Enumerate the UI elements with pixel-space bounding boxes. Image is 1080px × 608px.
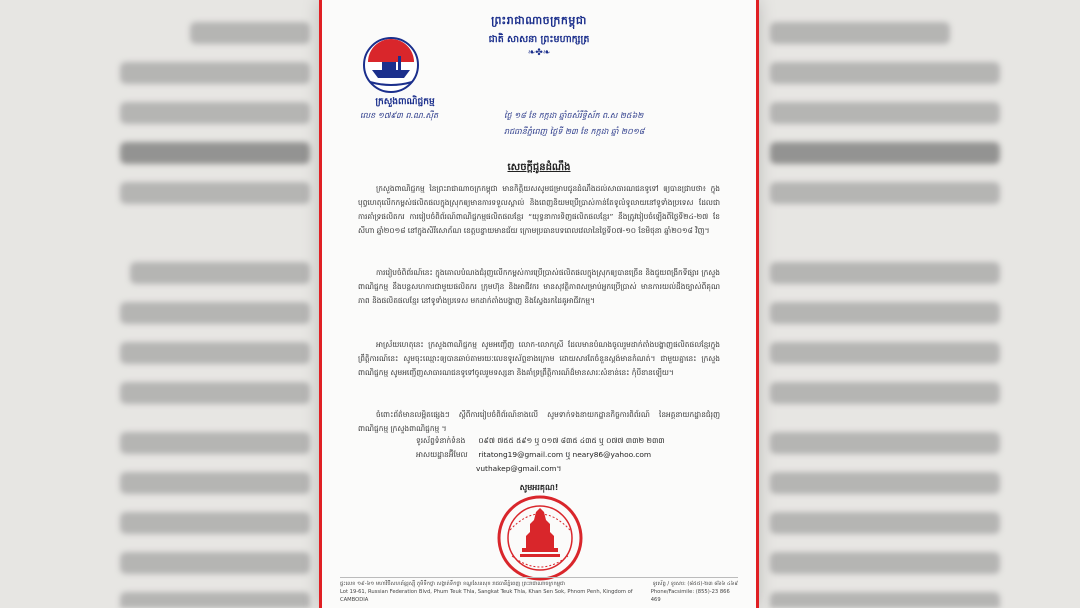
reference-number: លេខ ១៧៩៣ ព.ណ.ស៊ីត xyxy=(360,111,439,120)
kingdom-motto: ជាតិ សាសនា ព្រះមហាក្សត្រ xyxy=(488,34,590,45)
solar-date: រាជធានីភ្នំពេញ ថ្ងៃទី ២៣ ខែ កក្កដា ឆ្នាំ ២០១៨ xyxy=(504,127,645,136)
email-label: អាសយដ្ឋានអ៊ីមែល xyxy=(416,450,468,459)
paragraph-1: ក្រសួងពាណិជ្ជកម្ម នៃព្រះរាជាណាចក្រកម្ពុជា មានកិត្តិយសសូមជម្រាបជូនដំណឹងដល់សាធារណជនទូទៅ ឲ្យបានជ្រាបថា៖ ក្នុងបុព្វហេតុលើកកម្ពស់ផលិតផលក្នុងស្រុកឲ្យមានការទទួលស្គាល់ និងពេញនិយមប្រើប្រាស់កាន់តែទូលំទូលាយនៅទូទាំងប្រទេស ដែលជាការគាំទ្រផលិតករ ការរៀបចំពិព័រណ៍ពាណិជ្ជកម្មផលិតផលខ្មែរ “យុទ្ធនាការទិញផលិតផលខ្មែរ” នឹងត្រូវរៀបចំឡើងពីថ្ងៃទី២៤-២៧ ខែសីហា ឆ្នាំ២០១៨ នៅក្នុងសិរីសោភ័ណ ខេត្តបន្ទាយមានជ័យ ក្រោមប្រធានបទពេលវេលានៃថ្ងៃទី០៧-១០ ខែមិថុនា ឆ្នាំ២០១៨ វិញ។ xyxy=(358,184,720,235)
date-block xyxy=(504,110,724,138)
letter-frame xyxy=(322,0,756,608)
ministry-name: ក្រសួងពាណិជ្ជកម្ម xyxy=(375,97,435,107)
email-address-2: vuthakep@gmail.com។ xyxy=(476,464,562,473)
paragraph-3: អាស្រ័យហេតុនេះ ក្រសួងពាណិជ្ជកម្ម សូមអញ្ជើញ លោក-លោកស្រី ដែលមានបំណងចូលរួមដាក់តាំងបង្ហាញផលិតផលខ្មែរក្នុងព្រឹត្តិការណ៍នេះ សូមចុះឈ្មោះឲ្យបានឆាប់តាមរយៈលេខទូរស័ព្ទខាងក្រោម ដោយសារតែចំនួនស្តង់មានកំណត់។ ជាមួយគ្នានេះ ក្រសួងពាណិជ្ជកម្ម សូមអញ្ជើញសាធារណជនទូទៅចូលរួមទស្សនា និងគាំទ្រព្រឹត្តិការណ៍ដ៏មានសារៈសំខាន់នេះ កុំបីខានឡើយ។ xyxy=(358,340,720,377)
phone-label: ទូរស័ព្ទទំនាក់ទំនង xyxy=(416,436,466,445)
letter-footer xyxy=(340,577,738,604)
footer-address-khmer: ផ្ទះលេខ ១៩-៦១ មហាវិថីសហព័ន្ធរុស្ស៊ី ភូមិទឹកថ្លា សង្កាត់ទឹកថ្លា ខណ្ឌសែនសុខ រាជធានីភ្នំពេញ ព្រះរាជាណាចក្រកម្ពុជា xyxy=(340,581,565,587)
email-contact-2 xyxy=(476,464,561,475)
paragraph-4: ចំពោះព័ត៌មានលម្អិតផ្សេងៗ ស្តីពីការរៀបចំពិព័រណ៍ខាងលើ សូមទាក់ទងនាយកដ្ឋានកិច្ចការពិព័រណ៍ នៃអគ្គនាយកដ្ឋានជំរុញពាណិជ្ជកម្ម ក្រសួងពាណិជ្ជកម្ម ។ xyxy=(358,410,720,433)
phone-contact xyxy=(416,436,665,447)
official-seal xyxy=(496,494,584,582)
kingdom-title: ព្រះរាជាណាចក្រកម្ពុជា xyxy=(491,14,587,27)
letter-page xyxy=(322,0,756,608)
paragraph-2: ការរៀបចំពិព័រណ៍នេះ ក្នុងគោលបំណងជំរុញលើកកម្ពស់ការប្រើប្រាស់ផលិតផលក្នុងស្រុកឲ្យបានច្រើន និងជួយពង្រីកទីផ្សារ ក្រសួងពាណិជ្ជកម្ម នឹងបន្តសហការជាមួយផលិតករ ក្រុមហ៊ុន និងអាជីវករ មានសុវត្ថិភាពសម្រាប់អ្នកប្រើប្រាស់ មានការយល់ដឹងច្បាស់ពីគុណភាព និងផលិតផលខ្មែរ នៅទូទាំងប្រទេស មកដាក់តាំងបង្ហាញ និងស្វែងរកដៃគូអាជីវកម្ម។ xyxy=(358,268,720,305)
footer-address-english: Lot 19-61, Russian Federation Blvd, Phum Teuk Thla, Sangkat Teuk Thla, Khan Sen Sok, Phnom Penh, Kingdom of CAMBODIA xyxy=(340,589,633,603)
letter-title: សេចក្តីជូនដំណឹង xyxy=(507,162,571,173)
email-addresses: ritatong19@gmail.com ឬ neary86@yahoo.com xyxy=(478,450,652,459)
header-ornament: ❧✤❧ xyxy=(527,48,551,58)
footer-phone-khmer: ទូរស័ព្ទ / ទូរសារ: (៨៥៥)-២៣ ៨៦៦ ៤៦៩ xyxy=(652,581,738,587)
email-contact xyxy=(416,450,651,461)
lunar-date: ថ្ងៃ ១៨ ខែ កក្កដា ឆ្នាំចសំរឹទ្ធិស័ក ព.ស ២៥៦២ xyxy=(504,111,644,120)
closing-thanks: សូមអរគុណ! xyxy=(519,483,559,492)
ministry-logo xyxy=(362,36,420,94)
phone-numbers: ០៩៧ ៧៥៥ ៥៩១ ឬ ០១៧ ៨៣៥ ៤៣៥ ឬ ០៧៧ ៣៣២ ២៣៣ xyxy=(478,436,665,445)
footer-phone-english: Phone/Facsimile: (855)-23 866 469 xyxy=(650,589,730,603)
